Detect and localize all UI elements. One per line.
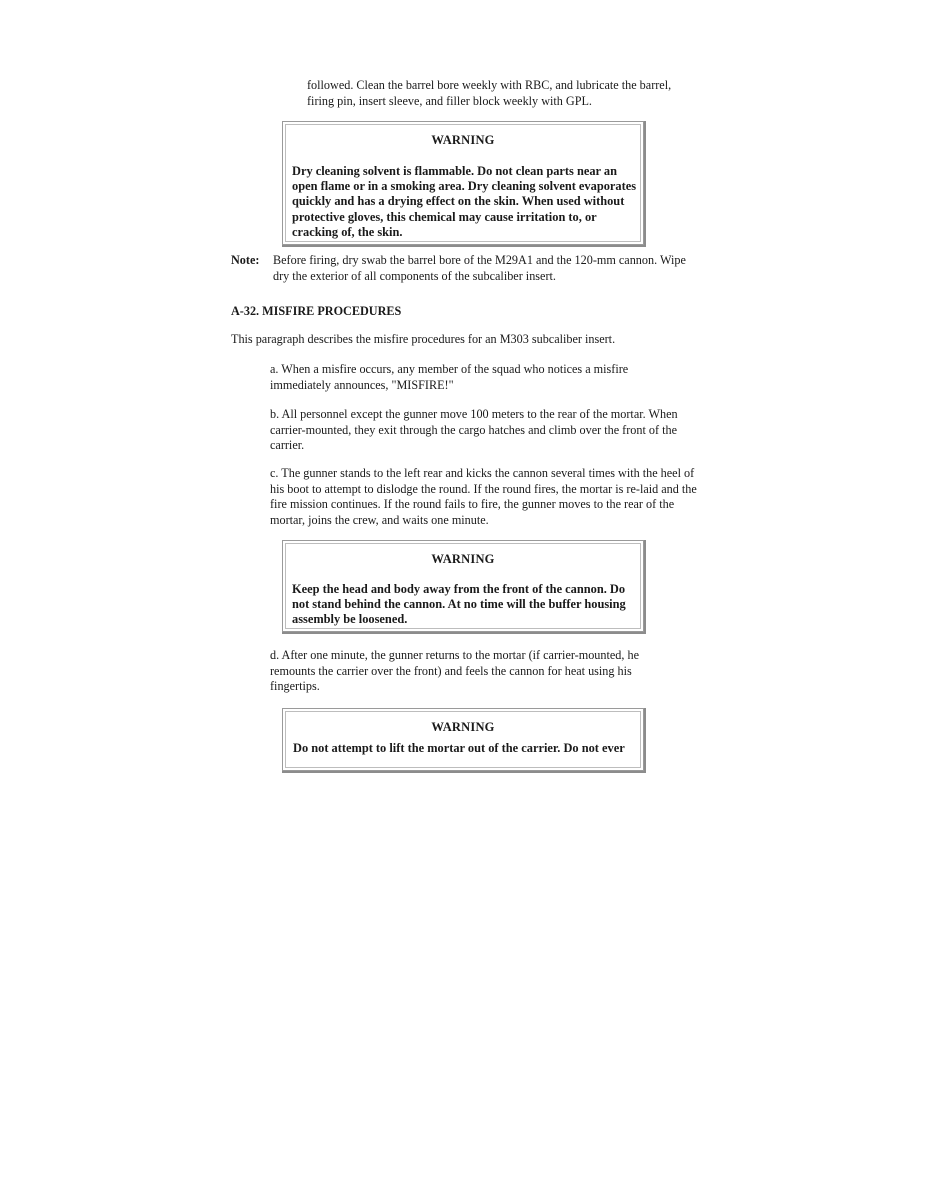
warning-box-truncated bbox=[282, 708, 644, 771]
step-b: b. All personnel except the gunner move 100 meters to the rear of the mortar. When carrier-mounted, they exit through the cargo hatches and climb over the front of the carrier. bbox=[270, 407, 678, 452]
note-text: Before firing, dry swab the barrel bore of the M29A1 and the 120-mm cannon. Wipe dry the exterior of all components of the subcaliber insert. bbox=[273, 253, 686, 283]
warning-text: Keep the head and body away from the front of the cannon. Do not stand behind the cannon. At no time will the buffer housing assembly be loosened. bbox=[292, 582, 626, 627]
note-label: Note: bbox=[231, 253, 260, 267]
warning-title: WARNING bbox=[431, 720, 495, 734]
section-heading: A-32. MISFIRE PROCEDURES bbox=[231, 304, 402, 318]
step-d: d. After one minute, the gunner returns to the mortar (if carrier-mounted, he remounts the carrier over the front) and feels the cannon for heat using his fingertips. bbox=[270, 648, 639, 693]
warning-text: Dry cleaning solvent is flammable. Do not clean parts near an open flame or in a smoking area. Dry cleaning solvent evaporates quickly and has a drying effect on the skin. When used without protective gloves, this chemical may cause irritation to, or cracking of, the skin. bbox=[292, 164, 637, 239]
truncated-warning-text: Do not attempt to lift the mortar out of the carrier. Do not ever bbox=[293, 741, 625, 755]
intro-paragraph: This paragraph describes the misfire procedures for an M303 subcaliber insert. bbox=[231, 332, 616, 346]
warning-box-cannon bbox=[282, 540, 644, 632]
warning-title: WARNING bbox=[431, 133, 495, 147]
warning-box-solvent bbox=[282, 121, 644, 245]
step-a: a. When a misfire occurs, any member of the squad who notices a misfire immediately announces, "MISFIRE!" bbox=[270, 362, 629, 392]
continued-paragraph: followed. Clean the barrel bore weekly with RBC, and lubricate the barrel, firing pin, insert sleeve, and filler block weekly with GPL. bbox=[307, 78, 672, 108]
step-c: c. The gunner stands to the left rear and kicks the cannon several times with the heel of his boot to attempt to dislodge the round. If the round fires, the mortar is re-laid and the fire mission continues. If the round fails to fire, the gunner moves to the rear of the mortar, joins the crew, and waits one minute. bbox=[270, 466, 697, 527]
warning-title: WARNING bbox=[431, 552, 495, 566]
